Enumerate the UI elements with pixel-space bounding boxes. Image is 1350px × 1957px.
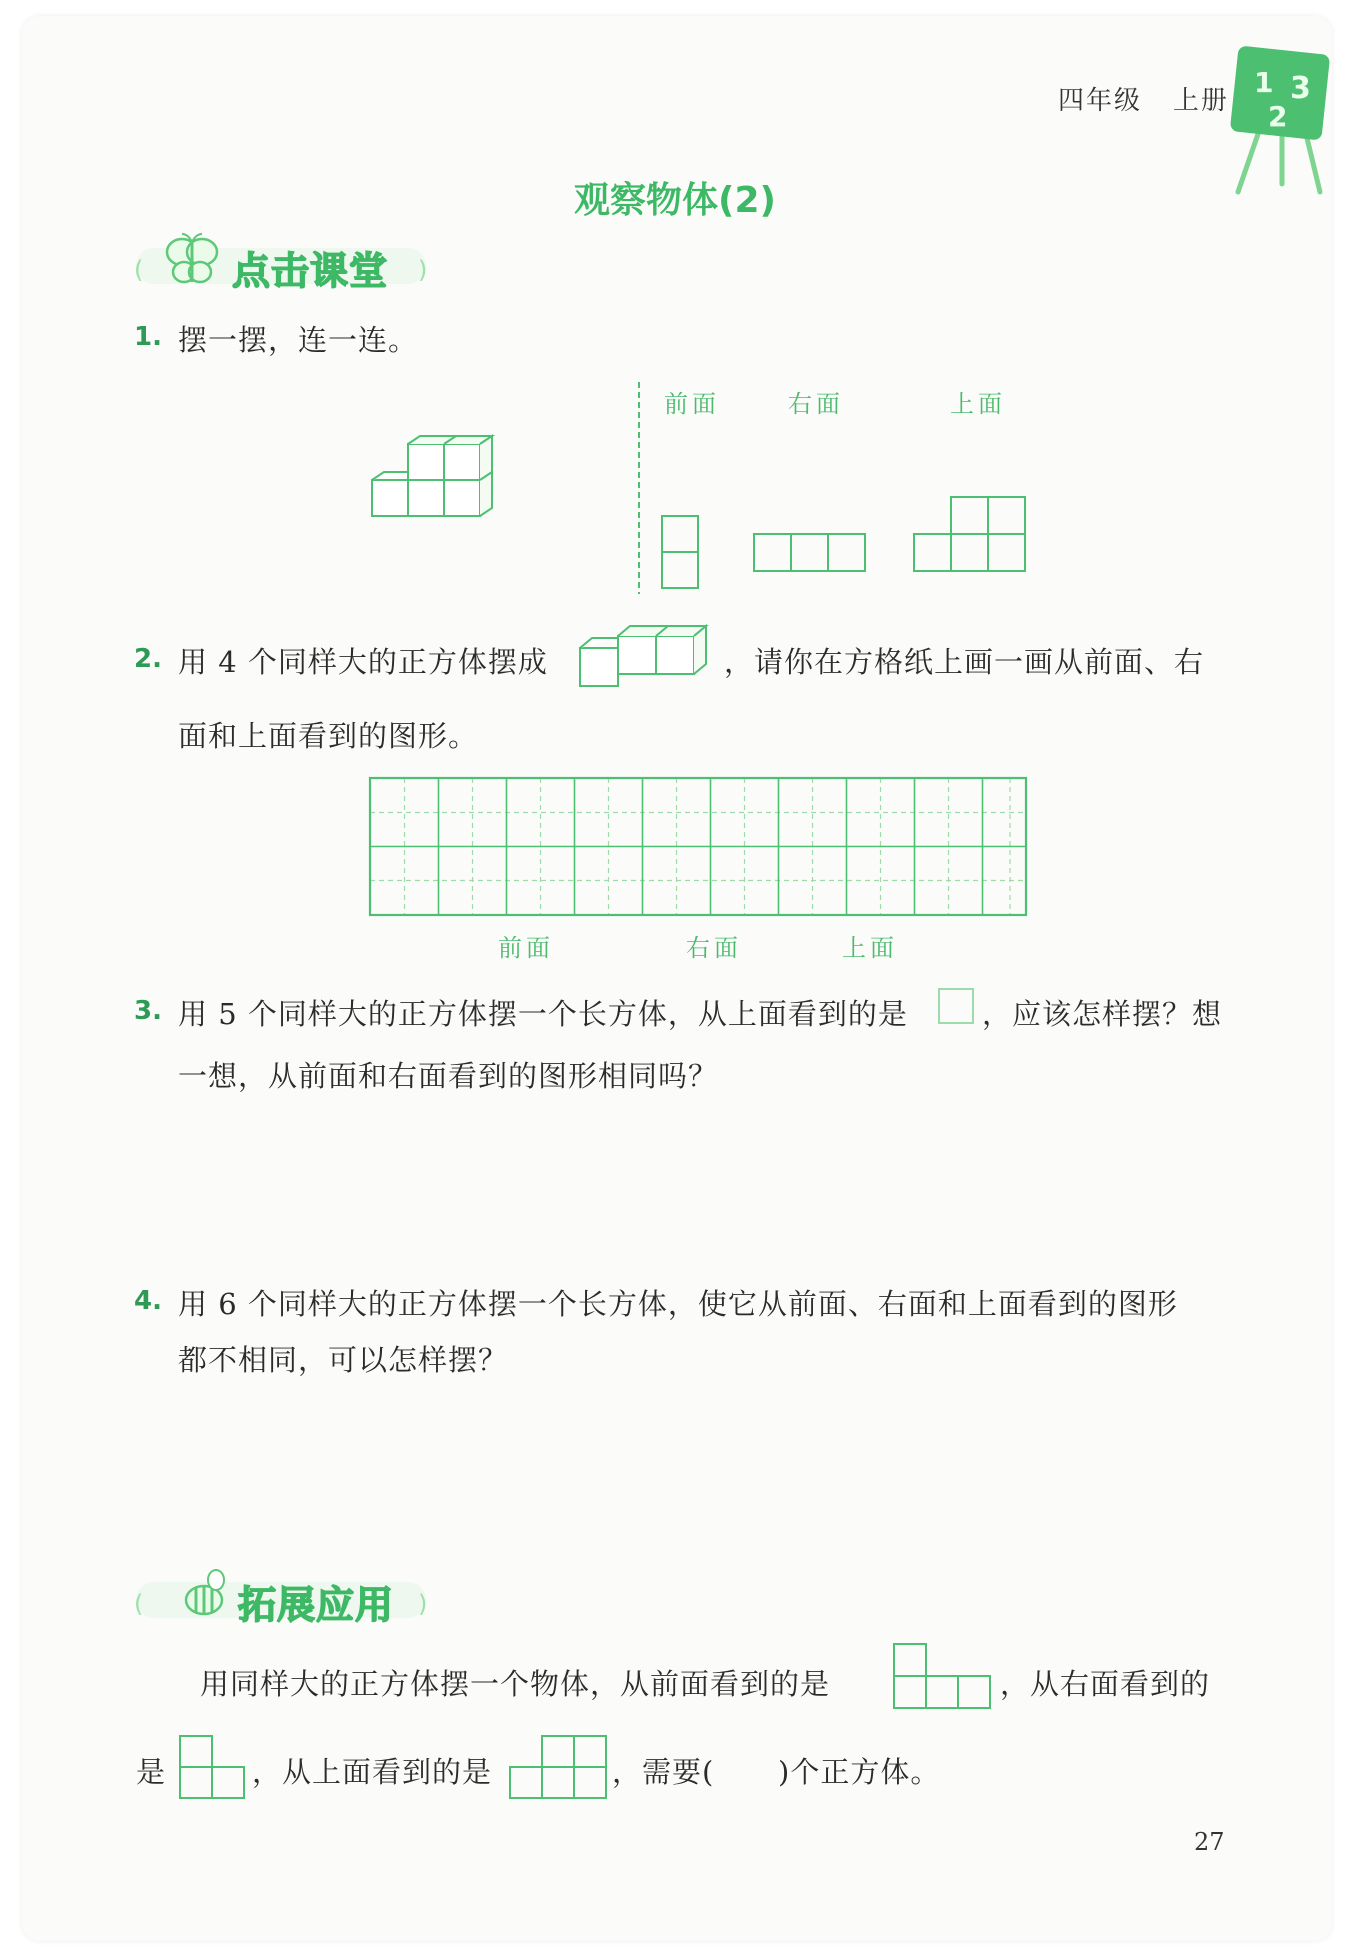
q2-label-front: 前面 [498,934,554,962]
question-3-text-before: 用 5 个同样大的正方体摆一个长方体，从上面看到的是 [178,997,908,1031]
svg-text:2: 2 [1268,100,1288,133]
q1-divider [637,382,641,598]
svg-text:): ) [418,1590,428,1618]
question-2-text-before: 用 4 个同样大的正方体摆成 [178,645,548,679]
ext-top-view-shape [508,1734,608,1806]
q2-drawing-grid[interactable] [368,776,1030,922]
ext-front-view-shape [892,1642,992,1716]
ext-text-line1-after: ，从右面看到的 [1000,1667,1211,1701]
svg-text:3: 3 [1290,71,1311,106]
ext-text-line2-a: 是 [136,1755,167,1789]
svg-text:1: 1 [1254,66,1274,99]
q1-solid-figure [368,434,508,538]
ext-text-line2-c: ，需要( [612,1755,715,1789]
q2-label-right: 右面 [686,934,742,962]
svg-text:(: ( [134,256,144,284]
page-title: 观察物体(2) [574,180,776,221]
q1-shape-row [752,532,868,578]
q1-shape-step [912,494,1030,578]
page-background [22,16,1332,1941]
ext-text-line1-before: 用同样大的正方体摆一个物体，从前面看到的是 [200,1667,831,1701]
q1-label-top: 上面 [950,390,1006,418]
question-3-text-after: ，应该怎样摆？想 [982,997,1223,1031]
question-4-number: 4. [134,1286,162,1316]
question-4-text-line2: 都不相同，可以怎样摆？ [178,1343,509,1377]
page-number: 27 [1194,1828,1225,1856]
svg-text:(: ( [134,1590,144,1618]
ext-text-line2-b: ，从上面看到的是 [252,1755,493,1789]
question-3-text-line2: 一想，从前面和右面看到的图形相同吗？ [178,1059,719,1093]
question-1-text: 摆一摆，连一连。 [178,323,419,357]
q1-label-front: 前面 [664,390,720,418]
section-title-classroom: 点击课堂 [232,249,389,293]
question-4-text-line1: 用 6 个同样大的正方体摆一个长方体，使它从前面、右面和上面看到的图形 [178,1287,1178,1321]
question-2-number: 2. [134,644,162,674]
q2-cube-figure [576,622,716,700]
q1-shape-vertical [660,514,702,594]
ext-answer-blank[interactable] [712,1748,776,1784]
grade-label: 四年级 上册 [1058,86,1229,116]
q3-square-icon [938,988,976,1030]
question-1-number: 1. [134,322,162,352]
bee-icon [174,1566,234,1626]
section-title-extension: 拓展应用 [238,1583,395,1627]
question-2-text-after: ，请你在方格纸上画一画从前面、右 [724,645,1205,679]
ext-text-line2-d: )个正方体。 [778,1755,941,1789]
q1-label-right: 右面 [788,390,844,418]
ext-right-view-shape [178,1734,248,1806]
question-3-number: 3. [134,996,162,1026]
q2-label-top: 上面 [842,934,898,962]
butterfly-icon [162,232,222,292]
question-2-text-line2: 面和上面看到的图形。 [178,719,479,753]
svg-text:): ) [418,256,428,284]
